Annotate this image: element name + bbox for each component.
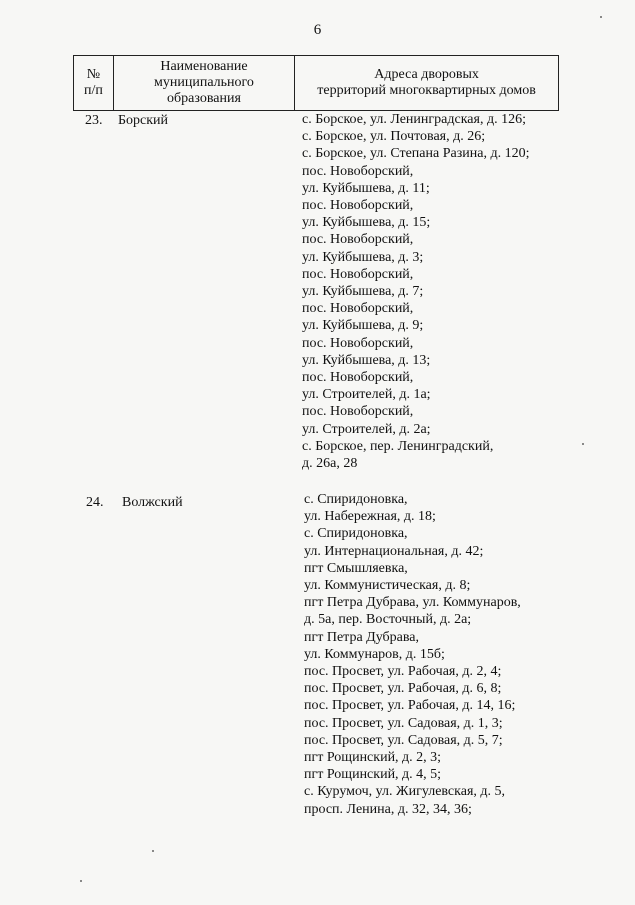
address-line: пос. Новоборский, (302, 266, 414, 282)
address-line: с. Борское, ул. Ленинградская, д. 126; (302, 112, 526, 127)
address-line: пгт Рощинский, д. 4, 5; (304, 767, 442, 783)
header-name-label: Наименование муниципального образования (154, 59, 254, 106)
entry-number: 24. (86, 495, 104, 510)
scan-speck (152, 850, 154, 852)
address-line: с. Спиридоновка, (304, 492, 408, 507)
address-line: ул. Куйбышева, д. 11; (302, 180, 430, 196)
address-line: пос. Новоборский, (302, 198, 414, 214)
address-line: ул. Куйбышева, д. 7; (302, 284, 424, 300)
address-line: д. 26а, 28 (302, 456, 358, 472)
address-list (304, 491, 521, 818)
address-line: с. Борское, ул. Степана Разина, д. 120; (302, 146, 530, 162)
address-line: ул. Набережная, д. 18; (304, 509, 436, 525)
address-list (302, 111, 529, 472)
address-line: с. Спиридоновка, (304, 526, 408, 542)
address-line: ул. Коммунаров, д. 15б; (304, 646, 445, 662)
header-num-label: № п/п (83, 67, 103, 98)
address-line: пос. Новоборский, (302, 232, 414, 248)
address-line: пос. Просвет, ул. Рабочая, д. 2, 4; (304, 664, 502, 680)
address-line: пгт Петра Дубрава, ул. Коммунаров, (304, 595, 521, 611)
address-line: ул. Строителей, д. 2а; (302, 421, 431, 437)
address-line: пос. Новоборский, (302, 335, 414, 351)
address-line: пос. Просвет, ул. Рабочая, д. 6, 8; (304, 681, 502, 697)
address-line: пос. Просвет, ул. Садовая, д. 5, 7; (304, 732, 503, 748)
entry-municipality-name: Борский (118, 113, 169, 128)
address-line: с. Борское, ул. Почтовая, д. 26; (302, 129, 486, 145)
table-header (73, 55, 559, 111)
entry-number: 23. (85, 113, 103, 128)
address-line: ул. Строителей, д. 1а; (302, 387, 431, 403)
address-line: с. Курумоч, ул. Жигулевская, д. 5, (304, 784, 506, 800)
address-line: пос. Просвет, ул. Садовая, д. 1, 3; (304, 715, 503, 731)
address-line: пос. Новоборский, (302, 404, 414, 420)
address-line: ул. Интернациональная, д. 42; (304, 543, 484, 559)
header-num-cell (74, 56, 114, 111)
scan-speck (600, 16, 602, 18)
address-line: пос. Просвет, ул. Рабочая, д. 14, 16; (304, 698, 516, 714)
entry-municipality-name: Волжский (122, 495, 183, 510)
address-line: пос. Новоборский, (302, 370, 414, 386)
address-line: д. 5а, пер. Восточный, д. 2а; (304, 612, 472, 628)
header-name-cell (113, 56, 294, 111)
address-line: ул. Куйбышева, д. 15; (302, 215, 431, 231)
scan-speck (80, 880, 82, 882)
address-line: ул. Куйбышева, д. 9; (302, 318, 424, 334)
address-line: пгт Петра Дубрава, (304, 629, 420, 645)
address-line: ул. Куйбышева, д. 3; (302, 249, 424, 265)
address-line: пос. Новоборский, (302, 301, 414, 317)
scan-speck (582, 443, 584, 445)
address-line: ул. Куйбышева, д. 13; (302, 352, 431, 368)
header-address-cell (295, 56, 559, 111)
address-line: пос. Новоборский, (302, 163, 414, 179)
header-address-label: Адреса дворовых территорий многоквартирных домов (317, 67, 536, 98)
page-number: 6 (313, 22, 322, 38)
address-line: ул. Коммунистическая, д. 8; (304, 578, 471, 594)
address-line: с. Борское, пер. Ленинградский, (302, 438, 494, 454)
address-line: пгт Смышляевка, (304, 560, 408, 576)
address-line: просп. Ленина, д. 32, 34, 36; (304, 801, 472, 817)
address-line: пгт Рощинский, д. 2, 3; (304, 750, 442, 766)
